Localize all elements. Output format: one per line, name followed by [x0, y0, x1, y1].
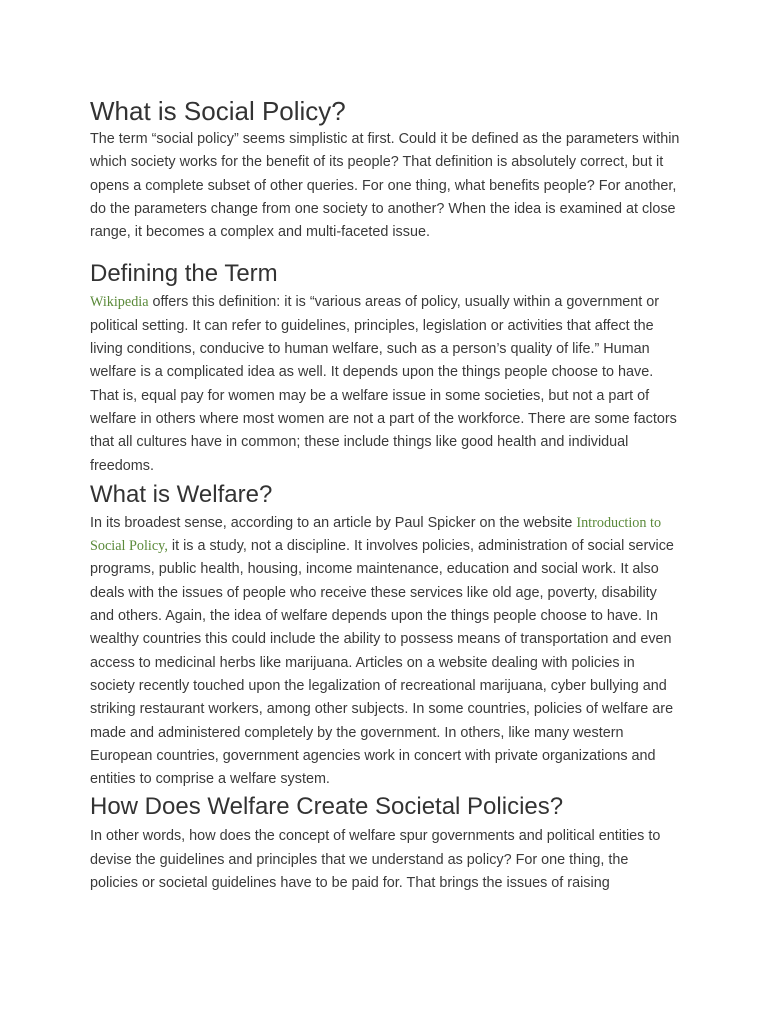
intro-paragraph: [90, 128, 680, 244]
page-title: What is Social Policy?: [90, 96, 346, 126]
societal-text: In other words, how does the concept of welfare spur governments and political entities to devise the guidelines and principles that we understand as policy? For one thing, the policies or societal guidelines have to be paid for. That brings the issues of raising: [90, 828, 661, 892]
defining-text: offers this definition: it is “various areas of policy, usually within a government or political setting. It can refer to guidelines, principles, legislation or activities that affect the living conditions, conducive to human welfare, such as a person’s quality of life.” Human welfare is a complicated idea as well. It depends upon the things people choose to have. That is, equal pay for women may be a welfare issue in some societies, but not a part of welfare in others where most women are not a part of the workforce. There are some factors that all cultures have in common; these include things like good health and individual freedoms.: [90, 294, 677, 474]
intro-text: The term “social policy” seems simplistic at first. Could it be defined as the parameters within which society works for the benefit of its people? That definition is absolutely correct, but it opens a complete subset of other queries. For one thing, what benefits people? For another, do the parameters change from one society to another? When the idea is examined at close range, it becomes a complex and multi-faceted issue.: [90, 131, 680, 241]
section-heading-welfare: What is Welfare?: [90, 480, 273, 508]
article: [90, 94, 680, 895]
welfare-paragraph: [90, 512, 680, 792]
section-heading-societal: How Does Welfare Create Societal Policies?: [90, 793, 564, 821]
wikipedia-link[interactable]: Wikipedia: [90, 294, 149, 311]
welfare-text-after: it is a study, not a discipline. It involves policies, administration of social service programs, public health, housing, income maintenance, education and social work. It also deals with the issues of people who receive these services like old age, poverty, disability and others. Again, the idea of welfare depends upon the things people choose to have. In wealthy countries this could include the ability to possess means of transportation and even access to medicinal herbs like marijuana. Articles on a website dealing with policies in society recently touched upon the legalization of recreational marijuana, cyber bullying and striking restaurant workers, among other subjects. In some countries, policies of welfare are made and administered completely by the government. In others, like many western European countries, government agencies work in concert with private organizations and entities to comprise a welfare system.: [90, 538, 674, 788]
defining-paragraph: [90, 291, 680, 477]
section-heading-defining: Defining the Term: [90, 260, 278, 288]
intro-social-policy-link[interactable]: Introduction to Social Policy,: [90, 514, 662, 555]
welfare-text-before: In its broadest sense, according to an article by Paul Spicker on the website: [90, 514, 577, 531]
societal-paragraph: [90, 825, 680, 895]
